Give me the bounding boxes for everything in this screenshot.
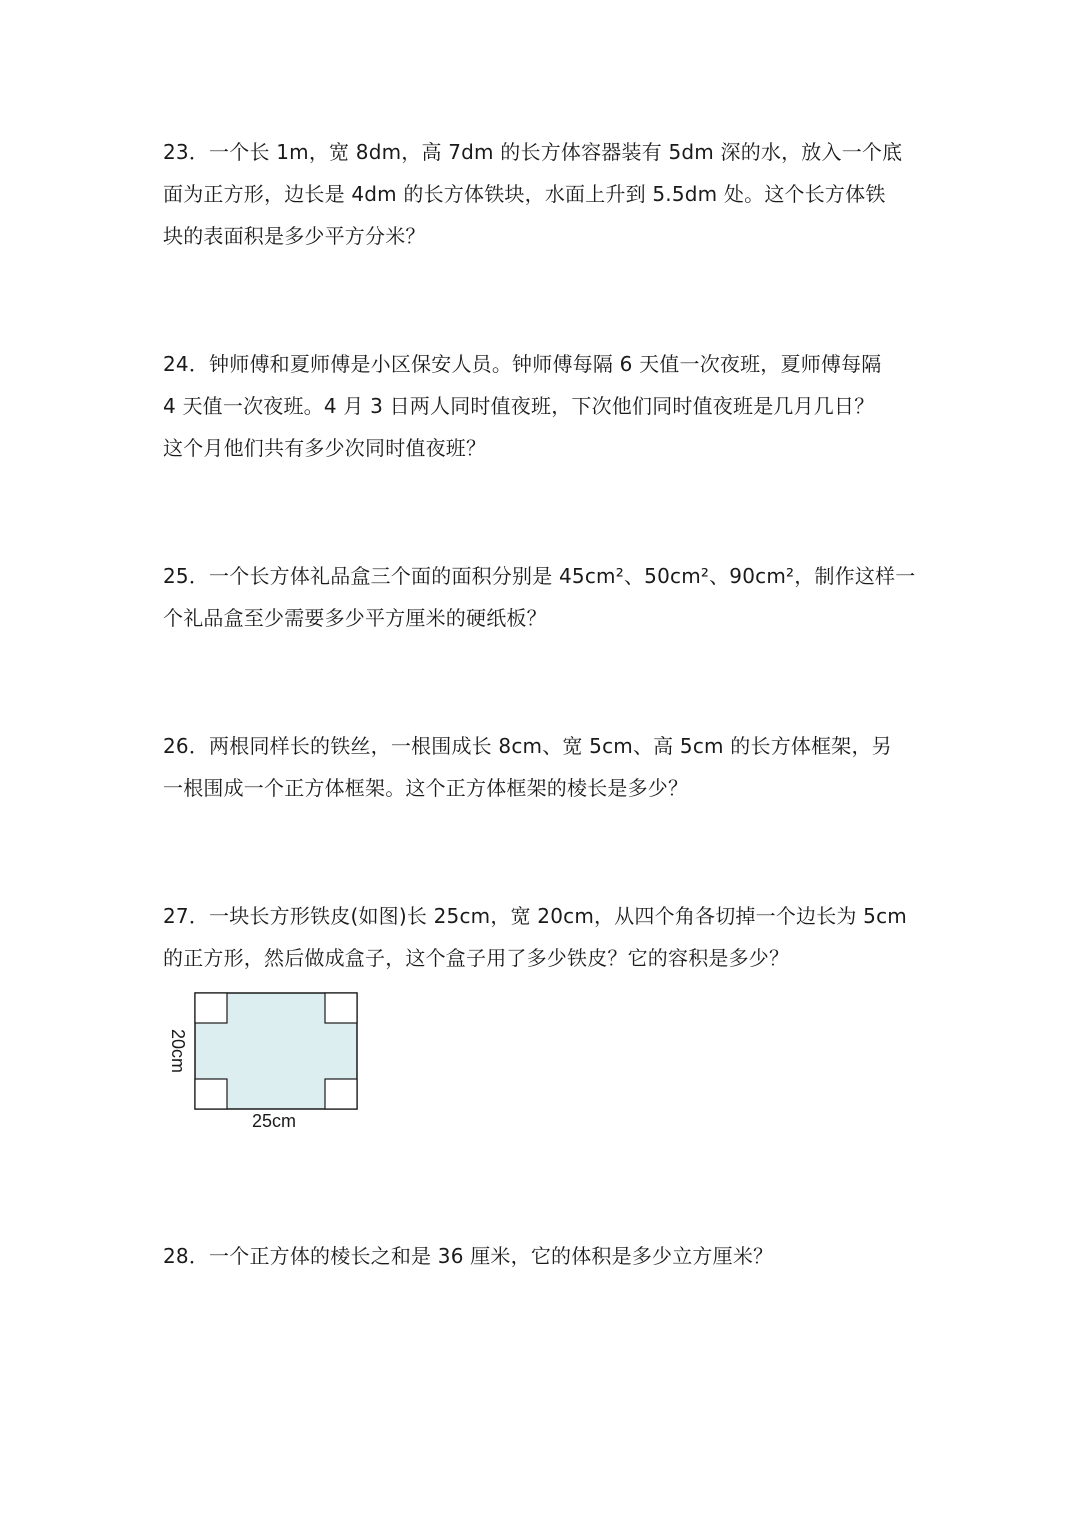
question-24 bbox=[163, 343, 923, 469]
question-line: 一根围成一个正方体框架。这个正方体框架的棱长是多少？ bbox=[163, 776, 689, 800]
question-28 bbox=[163, 1235, 923, 1277]
width-label: 25cm bbox=[251, 1111, 297, 1131]
question-26 bbox=[163, 725, 923, 809]
question-line: 块的表面积是多少平方分米？ bbox=[163, 224, 426, 248]
question-line: 4 天值一次夜班。4 月 3 日两人同时值夜班，下次他们同时值夜班是几月几日？ bbox=[163, 394, 875, 418]
question-line: 23．一个长 1m，宽 8dm，高 7dm 的长方体容器装有 5dm 深的水，放入一个底 bbox=[163, 140, 903, 164]
question-line: 面为正方形，边长是 4dm 的长方体铁块，水面上升到 5.5dm 处。这个长方体铁 bbox=[163, 182, 886, 206]
question-23 bbox=[163, 131, 923, 257]
cut-corner-top-left bbox=[195, 993, 227, 1023]
height-label: 20cm bbox=[168, 1028, 188, 1074]
cut-corner-bottom-right bbox=[325, 1079, 357, 1109]
question-line: 27．一块长方形铁皮(如图)长 25cm，宽 20cm，从四个角各切掉一个边长为 5cm bbox=[163, 904, 907, 928]
sheet-metal-figure bbox=[160, 985, 380, 1135]
question-27 bbox=[163, 895, 923, 979]
figure-svg bbox=[160, 985, 380, 1135]
question-line: 的正方形，然后做成盒子，这个盒子用了多少铁皮？它的容积是多少？ bbox=[163, 946, 790, 970]
question-line: 这个月他们共有多少次同时值夜班？ bbox=[163, 436, 487, 460]
question-line: 个礼品盒至少需要多少平方厘米的硬纸板？ bbox=[163, 606, 547, 630]
question-line: 25．一个长方体礼品盒三个面的面积分别是 45cm²、50cm²、90cm²，制作这样一 bbox=[163, 564, 916, 588]
question-line: 24．钟师傅和夏师傅是小区保安人员。钟师傅每隔 6 天值一次夜班，夏师傅每隔 bbox=[163, 352, 882, 376]
question-25 bbox=[163, 555, 923, 639]
question-line: 26．两根同样长的铁丝，一根围成长 8cm、宽 5cm、高 5cm 的长方体框架，另 bbox=[163, 734, 892, 758]
question-line: 28．一个正方体的棱长之和是 36 厘米，它的体积是多少立方厘米？ bbox=[163, 1244, 774, 1268]
cut-corner-bottom-left bbox=[195, 1079, 227, 1109]
cut-corner-top-right bbox=[325, 993, 357, 1023]
